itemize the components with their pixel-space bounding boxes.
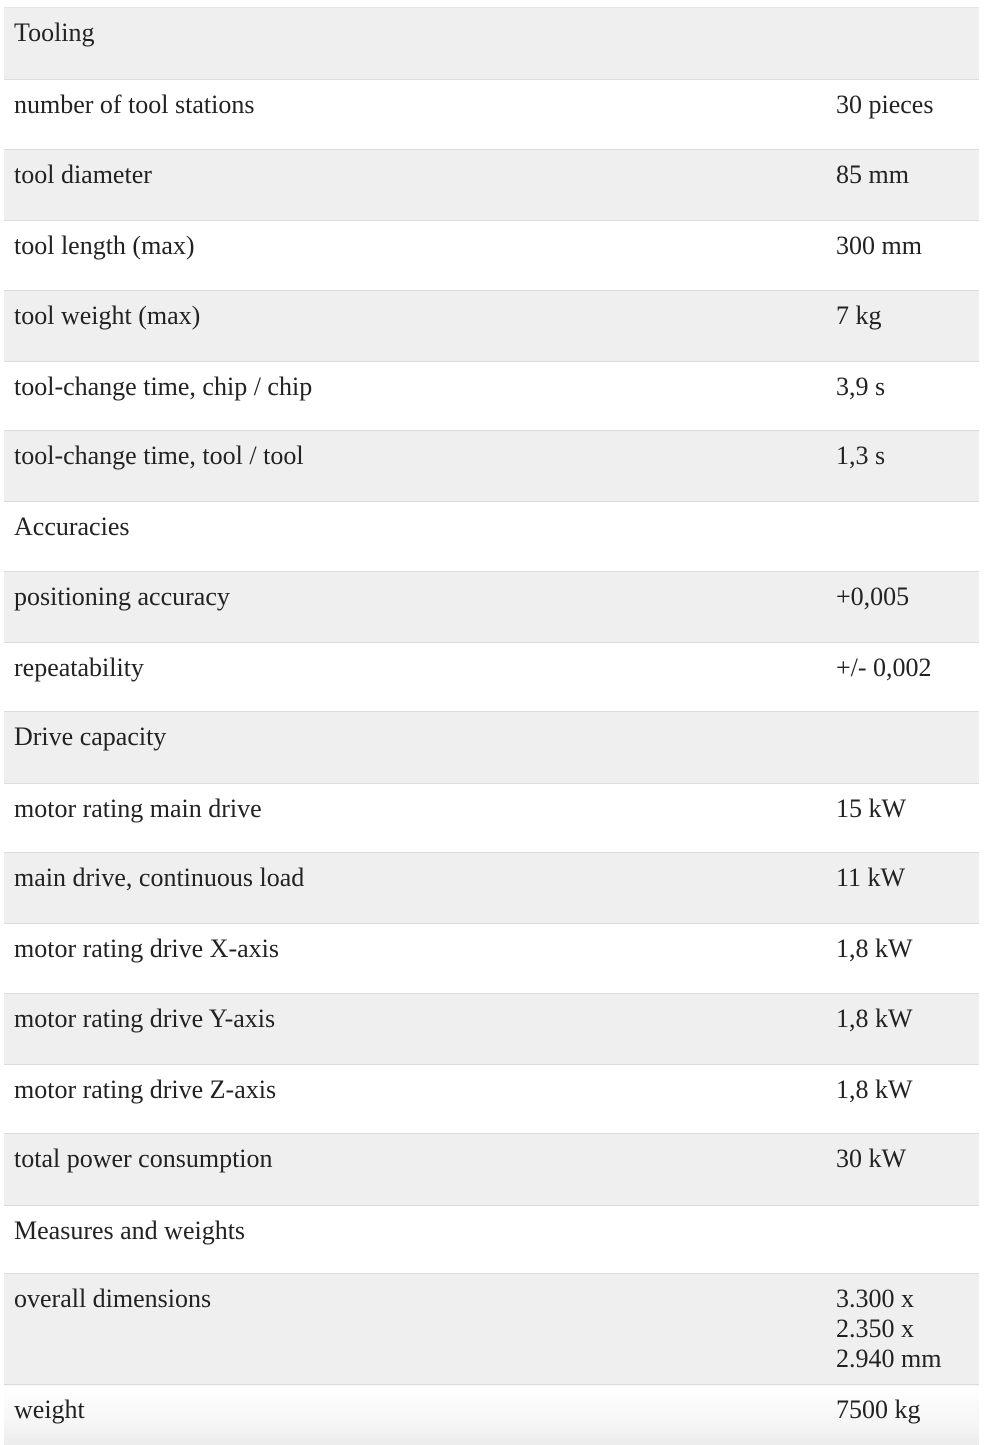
row-label: main drive, continuous load xyxy=(4,853,826,924)
row-value: +0,005 xyxy=(826,572,979,643)
row-label: tool diameter xyxy=(4,150,826,221)
table-row xyxy=(4,643,979,712)
row-value: 85 mm xyxy=(826,150,979,221)
table-row xyxy=(4,994,979,1065)
table-row xyxy=(4,924,979,994)
section-label: Measures and weights xyxy=(4,1206,826,1274)
row-value: 7 kg xyxy=(826,291,979,362)
section-row-measures-and-weights xyxy=(4,1206,979,1274)
table-row xyxy=(4,784,979,853)
row-label: total power consumption xyxy=(4,1134,826,1206)
row-label: motor rating main drive xyxy=(4,784,826,853)
section-value xyxy=(826,502,979,572)
row-label: weight xyxy=(4,1385,826,1445)
row-label: motor rating drive Z-axis xyxy=(4,1065,826,1134)
table-row xyxy=(4,572,979,643)
row-label: tool length (max) xyxy=(4,221,826,291)
row-value: 3,9 s xyxy=(826,362,979,431)
section-label: Accuracies xyxy=(4,502,826,572)
section-value xyxy=(826,1206,979,1274)
table-row xyxy=(4,80,979,150)
row-label: overall dimensions xyxy=(4,1274,826,1385)
section-row-drive-capacity xyxy=(4,712,979,784)
row-value: 15 kW xyxy=(826,784,979,853)
row-label: repeatability xyxy=(4,643,826,712)
table-row xyxy=(4,431,979,502)
section-row-tooling xyxy=(4,8,979,80)
section-label: Tooling xyxy=(4,8,826,80)
section-label: Drive capacity xyxy=(4,712,826,784)
table-row xyxy=(4,1065,979,1134)
table-row xyxy=(4,853,979,924)
row-label: tool-change time, tool / tool xyxy=(4,431,826,502)
row-label: number of tool stations xyxy=(4,80,826,150)
row-value: 11 kW xyxy=(826,853,979,924)
row-value: +/- 0,002 xyxy=(826,643,979,712)
table-row xyxy=(4,1134,979,1206)
row-value: 1,8 kW xyxy=(826,994,979,1065)
table-row xyxy=(4,150,979,221)
section-row-accuracies xyxy=(4,502,979,572)
row-value: 30 pieces xyxy=(826,80,979,150)
row-label: tool weight (max) xyxy=(4,291,826,362)
table-row xyxy=(4,1385,979,1445)
table-row xyxy=(4,291,979,362)
table-row xyxy=(4,1274,979,1385)
table-row xyxy=(4,362,979,431)
row-value: 3.300 x 2.350 x 2.940 mm xyxy=(826,1274,979,1385)
row-value: 1,3 s xyxy=(826,431,979,502)
row-label: positioning accuracy xyxy=(4,572,826,643)
table-row xyxy=(4,221,979,291)
row-value: 1,8 kW xyxy=(826,924,979,994)
spec-table xyxy=(4,7,979,1445)
row-value: 300 mm xyxy=(826,221,979,291)
section-value xyxy=(826,712,979,784)
row-value: 1,8 kW xyxy=(826,1065,979,1134)
row-value: 30 kW xyxy=(826,1134,979,1206)
row-value: 7500 kg xyxy=(826,1385,979,1445)
section-value xyxy=(826,8,979,80)
row-label: tool-change time, chip / chip xyxy=(4,362,826,431)
row-label: motor rating drive X-axis xyxy=(4,924,826,994)
row-label: motor rating drive Y-axis xyxy=(4,994,826,1065)
